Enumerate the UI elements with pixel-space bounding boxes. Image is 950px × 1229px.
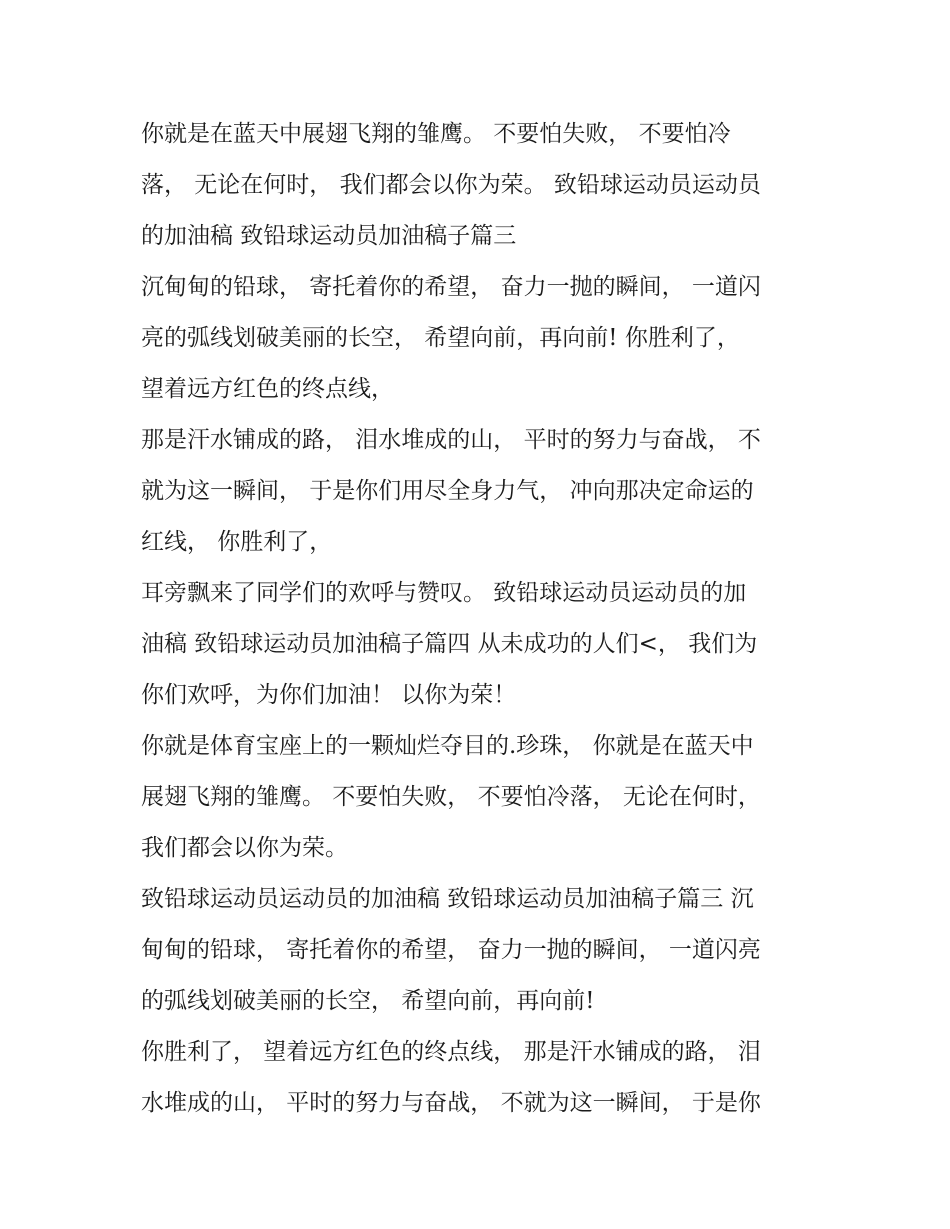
text-line: 致铅球运动员运动员的加油稿 致铅球运动员加油稿子篇三 沉 bbox=[141, 886, 754, 912]
text-line: 耳旁飘来了同学们的欢呼与赞叹。 致铅球运动员运动员的加 bbox=[141, 580, 747, 606]
text-line: 的弧线划破美丽的长空， 希望向前，再向前! bbox=[141, 988, 595, 1014]
text-line: 你就是在蓝天中展翅飞翔的雏鹰。 不要怕失败， 不要怕冷 bbox=[141, 121, 731, 147]
text-line: 那是汗水铺成的路， 泪水堆成的山， 平时的努力与奋战， 不 bbox=[141, 427, 761, 453]
document-body bbox=[141, 109, 821, 1129]
text-line: 沉甸甸的铅球， 寄托着你的希望， 奋力一抛的瞬间， 一道闪 bbox=[141, 274, 761, 300]
text-line: 油稿 致铅球运动员加油稿子篇四 从未成功的人们<， 我们为 bbox=[141, 631, 758, 657]
text-line: 就为这一瞬间， 于是你们用尽全身力气， 冲向那决定命运的 bbox=[141, 478, 754, 504]
text-line: 亮的弧线划破美丽的长空， 希望向前，再向前! 你胜利了， bbox=[141, 325, 740, 351]
text-line: 望着远方红色的终点线， bbox=[141, 376, 394, 402]
text-line: 你们欢呼，为你们加油！ 以你为荣！ bbox=[141, 682, 517, 708]
text-line: 你胜利了， 望着远方红色的终点线， 那是汗水铺成的路， 泪 bbox=[141, 1039, 761, 1065]
text-line: 的加油稿 致铅球运动员加油稿子篇三 bbox=[141, 223, 517, 249]
text-line: 我们都会以你为荣。 bbox=[141, 835, 348, 861]
text-line: 水堆成的山， 平时的努力与奋战， 不就为这一瞬间， 于是你 bbox=[141, 1090, 761, 1116]
text-line: 落， 无论在何时， 我们都会以你为荣。 致铅球运动员运动员 bbox=[141, 172, 761, 198]
text-line: 展翅飞翔的雏鹰。 不要怕失败， 不要怕冷落， 无论在何时， bbox=[141, 784, 761, 810]
text-line: 你就是体育宝座上的一颗灿烂夺目的.珍珠， 你就是在蓝天中 bbox=[141, 733, 754, 759]
text-line: 甸甸的铅球， 寄托着你的希望， 奋力一抛的瞬间， 一道闪亮 bbox=[141, 937, 761, 963]
text-line: 红线， 你胜利了， bbox=[141, 529, 333, 555]
